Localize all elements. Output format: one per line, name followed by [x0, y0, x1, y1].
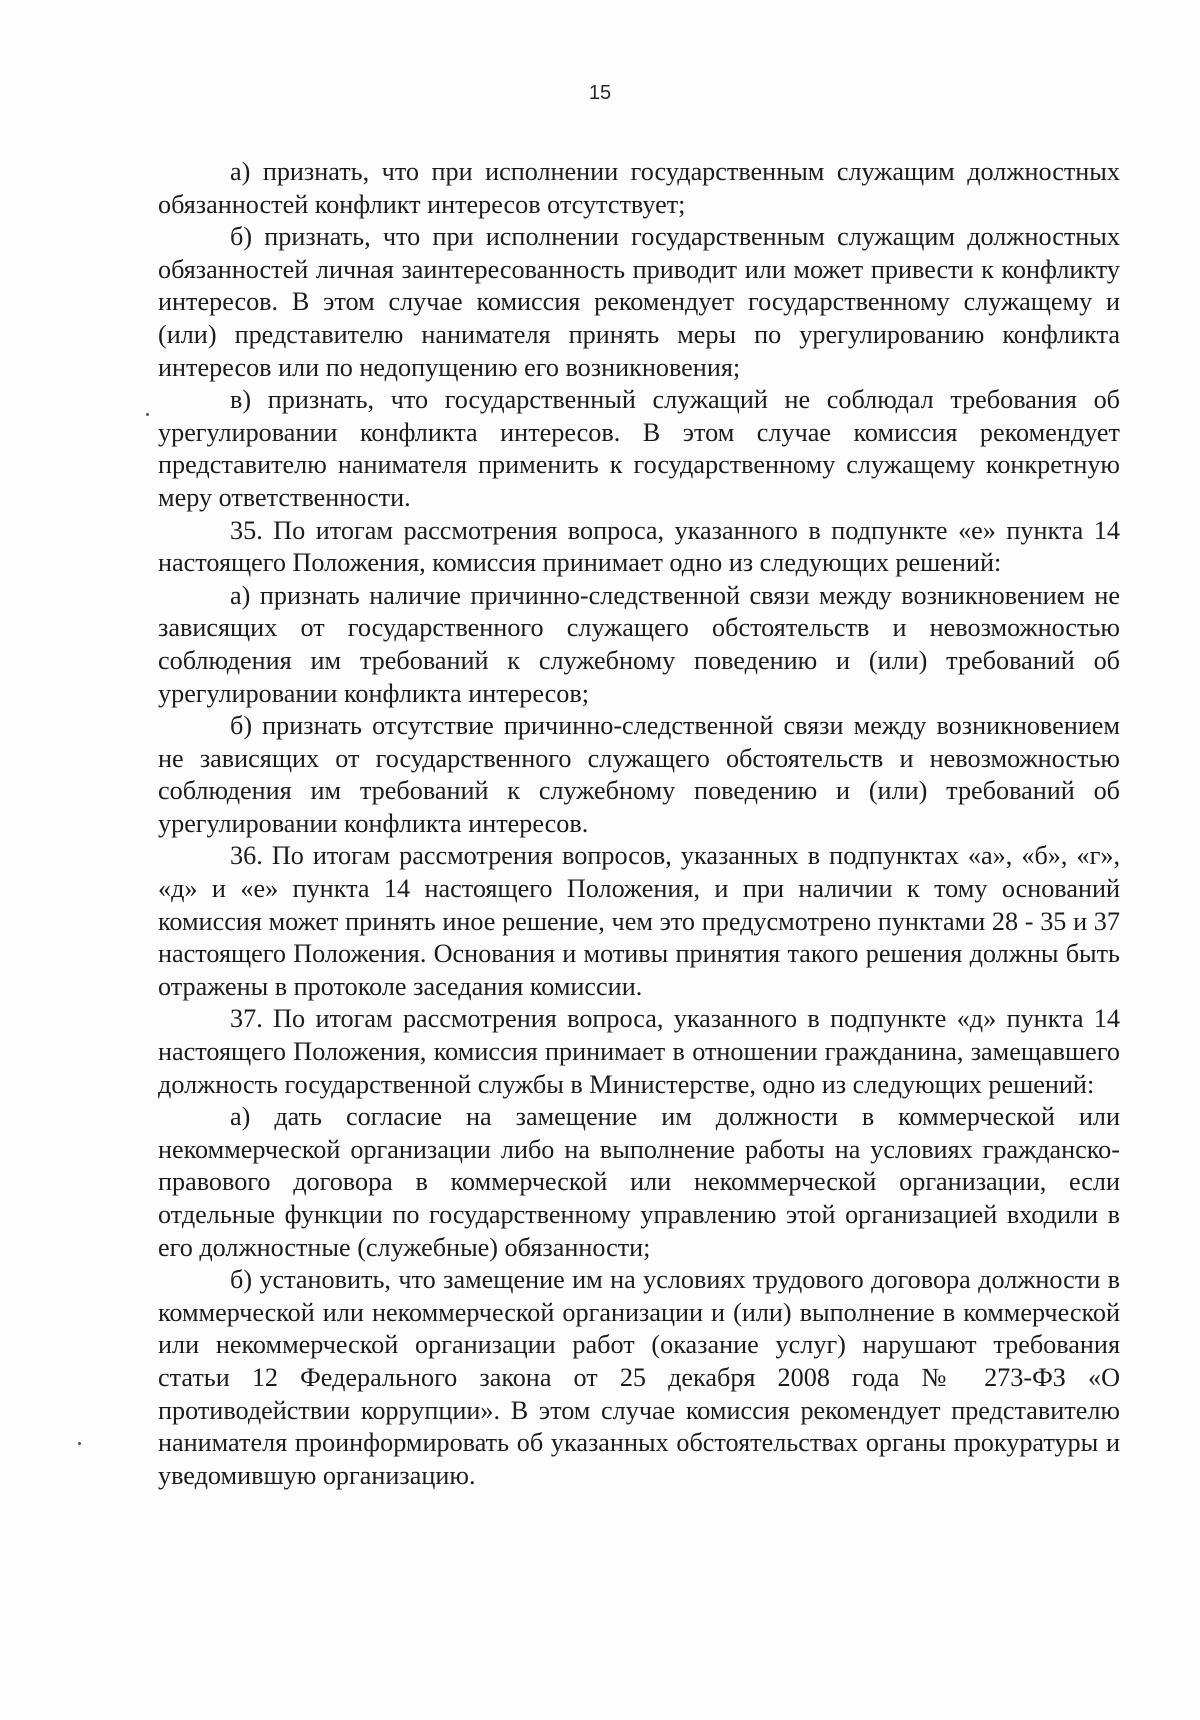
page-number: 15	[588, 82, 612, 104]
paragraph-34v: в) признать, что государственный служащий не соблюдал требования об урегулировании конфликта интересов. В этом случае комиссия рекомендует представителю нанимателя применить к государственному служащему конкретную меру ответственности.	[158, 385, 1120, 512]
paragraph-34a: а) признать, что при исполнении государственным служащим должностных обязанностей конфликт интересов отсутствует;	[158, 157, 1120, 219]
paragraph-35: 35. По итогам рассмотрения вопроса, указанного в подпункте «е» пункта 14 настоящего Положения, комиссия принимает одно из следующих решений:	[158, 515, 1120, 578]
paragraph-35b: б) признать отсутствие причинно-следственной связи между возникновением не зависящих от государственного служащего обстоятельств и невозможностью соблюдения им требований к служебному поведению и (или) требований об урегулировании конфликта интересов.	[158, 711, 1120, 838]
paragraph-34b: б) признать, что при исполнении государственным служащим должностных обязанностей личная заинтересованность приводит или может привести к конфликту интересов. В этом случае комиссия рекомендует государственному служащему и (или) представителю нанимателя принять меры по урегулированию конфликта интересов или по недопущению его возникновения;	[158, 222, 1120, 382]
paragraph-37b: б) установить, что замещение им на условиях трудового договора должности в коммерческой или некоммерческой организации и (или) выполнение в коммерческой или некоммерческой организации работ (оказание услуг) нарушают требования статьи 12 Федерального закона от 25 декабря 2008 года № 273-ФЗ «О противодействии коррупции». В этом случае комиссия рекомендует представителю нанимателя проинформировать об указанных обстоятельствах органы прокуратуры и уведомившую организацию.	[158, 1265, 1120, 1490]
scan-speck	[78, 1442, 81, 1445]
paragraph-37: 37. По итогам рассмотрения вопроса, указанного в подпункте «д» пункта 14 настоящего Положения, комиссия принимает в отношении гражданина, замещавшего должность государственной службы в Министерстве, одно из следующих решений:	[158, 1004, 1120, 1099]
paragraph-36: 36. По итогам рассмотрения вопросов, указанных в подпунктах «а», «б», «г», «д» и «е» пункта 14 настоящего Положения, и при наличии к тому оснований комиссия может принять иное решение, чем это предусмотрено пунктами 28 - 35 и 37 настоящего Положения. Основания и мотивы принятия такого решения должны быть отражены в протоколе заседания комиссии.	[158, 841, 1120, 1001]
scan-speck	[146, 413, 149, 416]
paragraph-37a: а) дать согласие на замещение им должности в коммерческой или некоммерческой организации либо на выполнение работы на условиях гражданско-правового договора в коммерческой или некоммерческой организации, если отдельные функции по государственному управлению этой организацией входили в его должностные (служебные) обязанности;	[158, 1102, 1120, 1262]
document-body	[158, 156, 1120, 1492]
paragraph-35a: а) признать наличие причинно-следственной связи между возникновением не зависящих от государственного служащего обстоятельств и невозможностью соблюдения им требований к служебному поведению и (или) требований об урегулировании конфликта интересов;	[158, 580, 1120, 708]
